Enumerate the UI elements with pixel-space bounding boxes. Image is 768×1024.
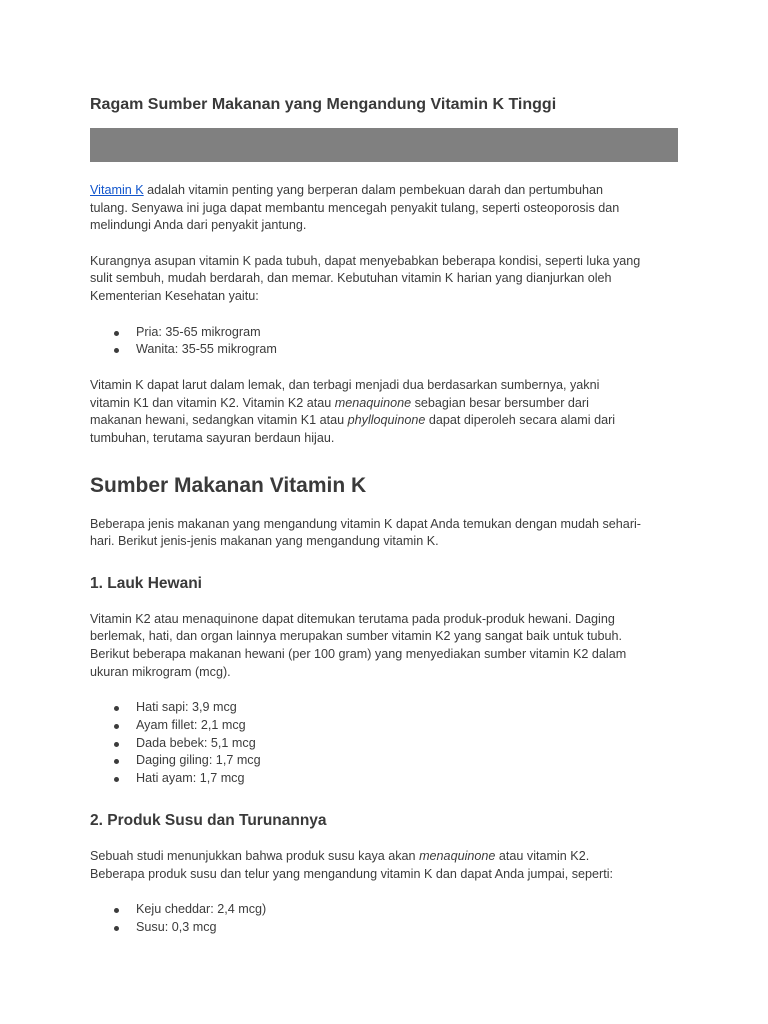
list-item: Susu: 0,3 mcg [136, 919, 680, 937]
list-item: Hati ayam: 1,7 mcg [136, 770, 680, 788]
deficiency-line-1: Kurangnya asupan vitamin K pada tubuh, dapat menyebabkan beberapa kondisi, seperti luka yang [90, 253, 641, 268]
produk-susu-paragraph [90, 848, 680, 883]
types-line-3b: dapat diperoleh secara alami dari [425, 413, 616, 428]
list-item: Wanita: 35-55 mikrogram [136, 341, 680, 359]
intro-line-1: adalah vitamin penting yang berperan dalam pembekuan darah dan pertumbuhan [143, 183, 603, 197]
title-banner-bar [90, 128, 678, 162]
deficiency-line-2: sulit sembuh, mudah berdarah, dan memar. Kebutuhan vitamin K harian yang dianjurkan oleh [90, 271, 612, 286]
types-line-1: Vitamin K dapat larut dalam lemak, dan terbagi menjadi dua berdasarkan sumbernya, yakni [90, 378, 600, 393]
list-item: Ayam fillet: 2,1 mcg [136, 717, 680, 735]
deficiency-line-3: Kementerian Kesehatan yaitu: [90, 288, 259, 303]
susu-line-2: Beberapa produk susu dan telur yang mengandung vitamin K dan dapat Anda jumpai, seperti: [90, 866, 613, 881]
subsection-heading-produk-susu: 2. Produk Susu dan Turunannya [90, 812, 327, 830]
types-paragraph [90, 377, 680, 447]
deficiency-paragraph [90, 253, 680, 306]
list-item: Daging giling: 1,7 mcg [136, 752, 680, 770]
phylloquinone-term: phylloquinone [347, 413, 426, 428]
lauk-line-1: Vitamin K2 atau menaquinone dapat ditemukan terutama pada produk-produk hewani. Daging [90, 611, 615, 626]
document-page [90, 94, 680, 937]
types-line-3a: makanan hewani, sedangkan vitamin K1 atau [90, 413, 348, 428]
list-item: Keju cheddar: 2,4 mcg) [136, 901, 680, 919]
section-intro-paragraph [90, 516, 680, 551]
lauk-hewani-list [90, 699, 680, 788]
section-intro-line-2: hari. Berikut jenis-jenis makanan yang mengandung vitamin K. [90, 534, 439, 549]
types-line-2a: vitamin K1 dan vitamin K2. Vitamin K2 atau [90, 395, 335, 410]
vitamin-k-link[interactable]: Vitamin K [90, 183, 144, 197]
produk-susu-list [90, 901, 680, 937]
subsection-heading-lauk-hewani: 1. Lauk Hewani [90, 574, 202, 592]
lauk-line-4: ukuran mikrogram (mcg). [90, 664, 231, 679]
daily-needs-list [90, 324, 680, 360]
types-line-4: tumbuhan, terutama sayuran berdaun hijau. [90, 430, 335, 445]
types-line-2b: sebagian besar bersumber dari [411, 395, 589, 410]
intro-line-2: tulang. Senyawa ini juga dapat membantu mencegah penyakit tulang, seperti osteoporosis dan [90, 200, 620, 215]
list-item: Dada bebek: 5,1 mcg [136, 735, 680, 753]
page-title: Ragam Sumber Makanan yang Mengandung Vitamin K Tinggi [90, 96, 557, 113]
lauk-hewani-paragraph [90, 611, 680, 681]
intro-paragraph [90, 182, 680, 235]
section-heading: Sumber Makanan Vitamin K [90, 473, 367, 497]
menaquinone-term: menaquinone [334, 395, 412, 410]
menaquinone-term: menaquinone [419, 849, 496, 864]
susu-line-1b: atau vitamin K2. [495, 849, 590, 864]
section-intro-line-1: Beberapa jenis makanan yang mengandung vitamin K dapat Anda temukan dengan mudah sehari- [90, 516, 642, 531]
susu-line-1a: Sebuah studi menunjukkan bahwa produk susu kaya akan [90, 849, 420, 864]
list-item: Pria: 35-65 mikrogram [136, 324, 680, 342]
lauk-line-2: berlemak, hati, dan organ lainnya merupakan sumber vitamin K2 yang sangat baik untuk tubuh. [90, 629, 623, 644]
lauk-line-3: Berikut beberapa makanan hewani (per 100 gram) yang menyediakan sumber vitamin K2 dalam [90, 646, 627, 661]
intro-line-3: melindungi Anda dari penyakit jantung. [90, 218, 307, 233]
list-item: Hati sapi: 3,9 mcg [136, 699, 680, 717]
